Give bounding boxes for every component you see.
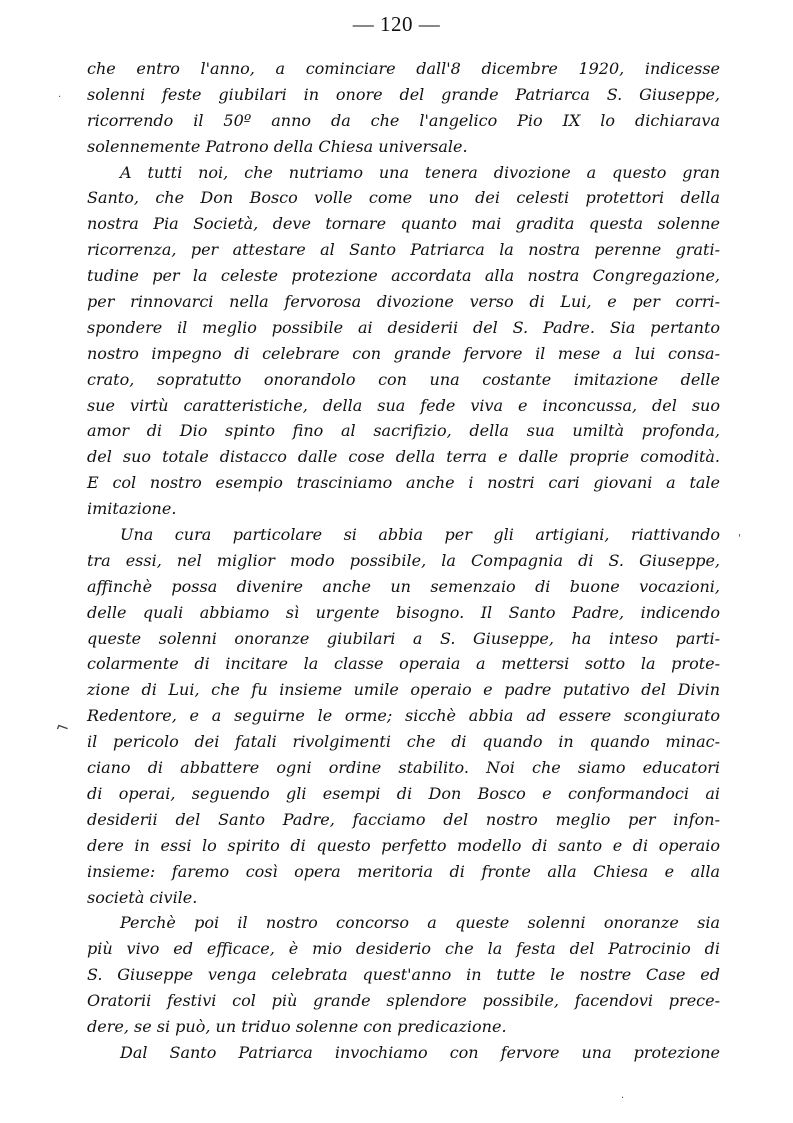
text-line: il pericolo dei fatali rivolgimenti che di quando in quando minac- (87, 732, 720, 752)
text-line: nostro impegno di celebrare con grande fervore il mese a lui consa- (87, 343, 720, 363)
page-number: — 120 — (352, 12, 441, 36)
text-line: Perchè poi il nostro concorso a queste solenni onoranze sia (120, 913, 720, 933)
text-line: spondere il meglio possibile ai desiderii del S. Padre. Sia pertanto (87, 317, 720, 337)
text-line: A tutti noi, che nutriamo una tenera divozione a questo gran (120, 162, 720, 182)
text-line: colarmente di incitare la classe operaia a mettersi sotto la prote- (87, 654, 720, 674)
text-line: per rinnovarci nella fervorosa divozione verso di Lui, e per corri- (87, 292, 720, 312)
margin-mark: ' (738, 533, 741, 544)
text-line: del suo totale distacco dalle cose della terra e dalle proprie comodità. (87, 447, 720, 467)
text-line: Una cura particolare si abbia per gli artigiani, riattivando (120, 525, 720, 545)
text-line: insieme: faremo così opera meritoria di fronte alla Chiesa e alla (87, 861, 720, 881)
text-line: solenni feste giubilari in onore del grande Patriarca S. Giuseppe, (87, 84, 720, 104)
text-line: queste solenni onoranze giubilari a S. Giuseppe, ha inteso parti- (87, 628, 720, 648)
text-line: zione di Lui, che fu insieme umile operaio e padre putativo del Divin (87, 680, 720, 700)
body-text (87, 56, 720, 1066)
text-line: dere, se si può, un triduo solenne con predicazione. (87, 1016, 507, 1036)
text-line: Redentore, e a seguirne le orme; sicchè abbia ad essere scongiurato (87, 706, 720, 726)
text-line: nostra Pia Società, deve tornare quanto mai gradita questa solenne (87, 214, 720, 234)
text-line: più vivo ed efficace, è mio desiderio che la festa del Patrocinio di (87, 939, 720, 959)
text-line: tudine per la celeste protezione accordata alla nostra Congregazione, (87, 266, 720, 286)
text-line: ricorrendo il 50º anno da che l'angelico Pio IX lo dichiarava (87, 110, 720, 130)
text-line: che entro l'anno, a cominciare dall'8 dicembre 1920, indicesse (87, 59, 720, 78)
text-line: dere in essi lo spirito di questo perfetto modello di santo e di operaio (87, 835, 720, 855)
text-line: solennemente Patrono della Chiesa universale. (87, 136, 468, 156)
text-line: Santo, che Don Bosco volle come uno dei celesti protettori della (87, 188, 720, 208)
text-line: E col nostro esempio trasciniamo anche i nostri cari giovani a tale (87, 473, 720, 493)
margin-mark: · (58, 92, 62, 103)
margin-mark: · (621, 1093, 625, 1104)
text-line: ricorrenza, per attestare al Santo Patriarca la nostra perenne grati- (87, 240, 720, 260)
text-line: Oratorii festivi col più grande splendore possibile, facendovi prece- (87, 991, 720, 1011)
margin-mark: ⌐ (53, 716, 73, 739)
text-line: società civile. (87, 887, 198, 907)
text-line: delle quali abbiamo sì urgente bisogno. Il Santo Padre, indicendo (87, 602, 720, 622)
text-line: S. Giuseppe venga celebrata quest'anno in tutte le nostre Case ed (87, 965, 720, 985)
text-line: Dal Santo Patriarca invochiamo con fervore una protezione (120, 1042, 720, 1062)
text-line: imitazione. (87, 499, 177, 519)
text-line: amor di Dio spinto fino al sacrifizio, della sua umiltà profonda, (87, 421, 720, 441)
text-line: tra essi, nel miglior modo possibile, la Compagnia di S. Giuseppe, (87, 550, 720, 570)
text-line: crato, sopratutto onorandolo con una costante imitazione delle (87, 369, 720, 389)
text-line: desiderii del Santo Padre, facciamo del nostro meglio per infon- (87, 809, 720, 829)
text-line: affinchè possa divenire anche un semenzaio di buone vocazioni, (87, 576, 720, 596)
text-line: di operai, seguendo gli esempi di Don Bosco e conformandoci ai (87, 783, 720, 803)
text-line: ciano di abbattere ogni ordine stabilito. Noi che siamo educatori (87, 758, 720, 778)
text-line: sue virtù caratteristiche, della sua fede viva e inconcussa, del suo (87, 395, 720, 415)
